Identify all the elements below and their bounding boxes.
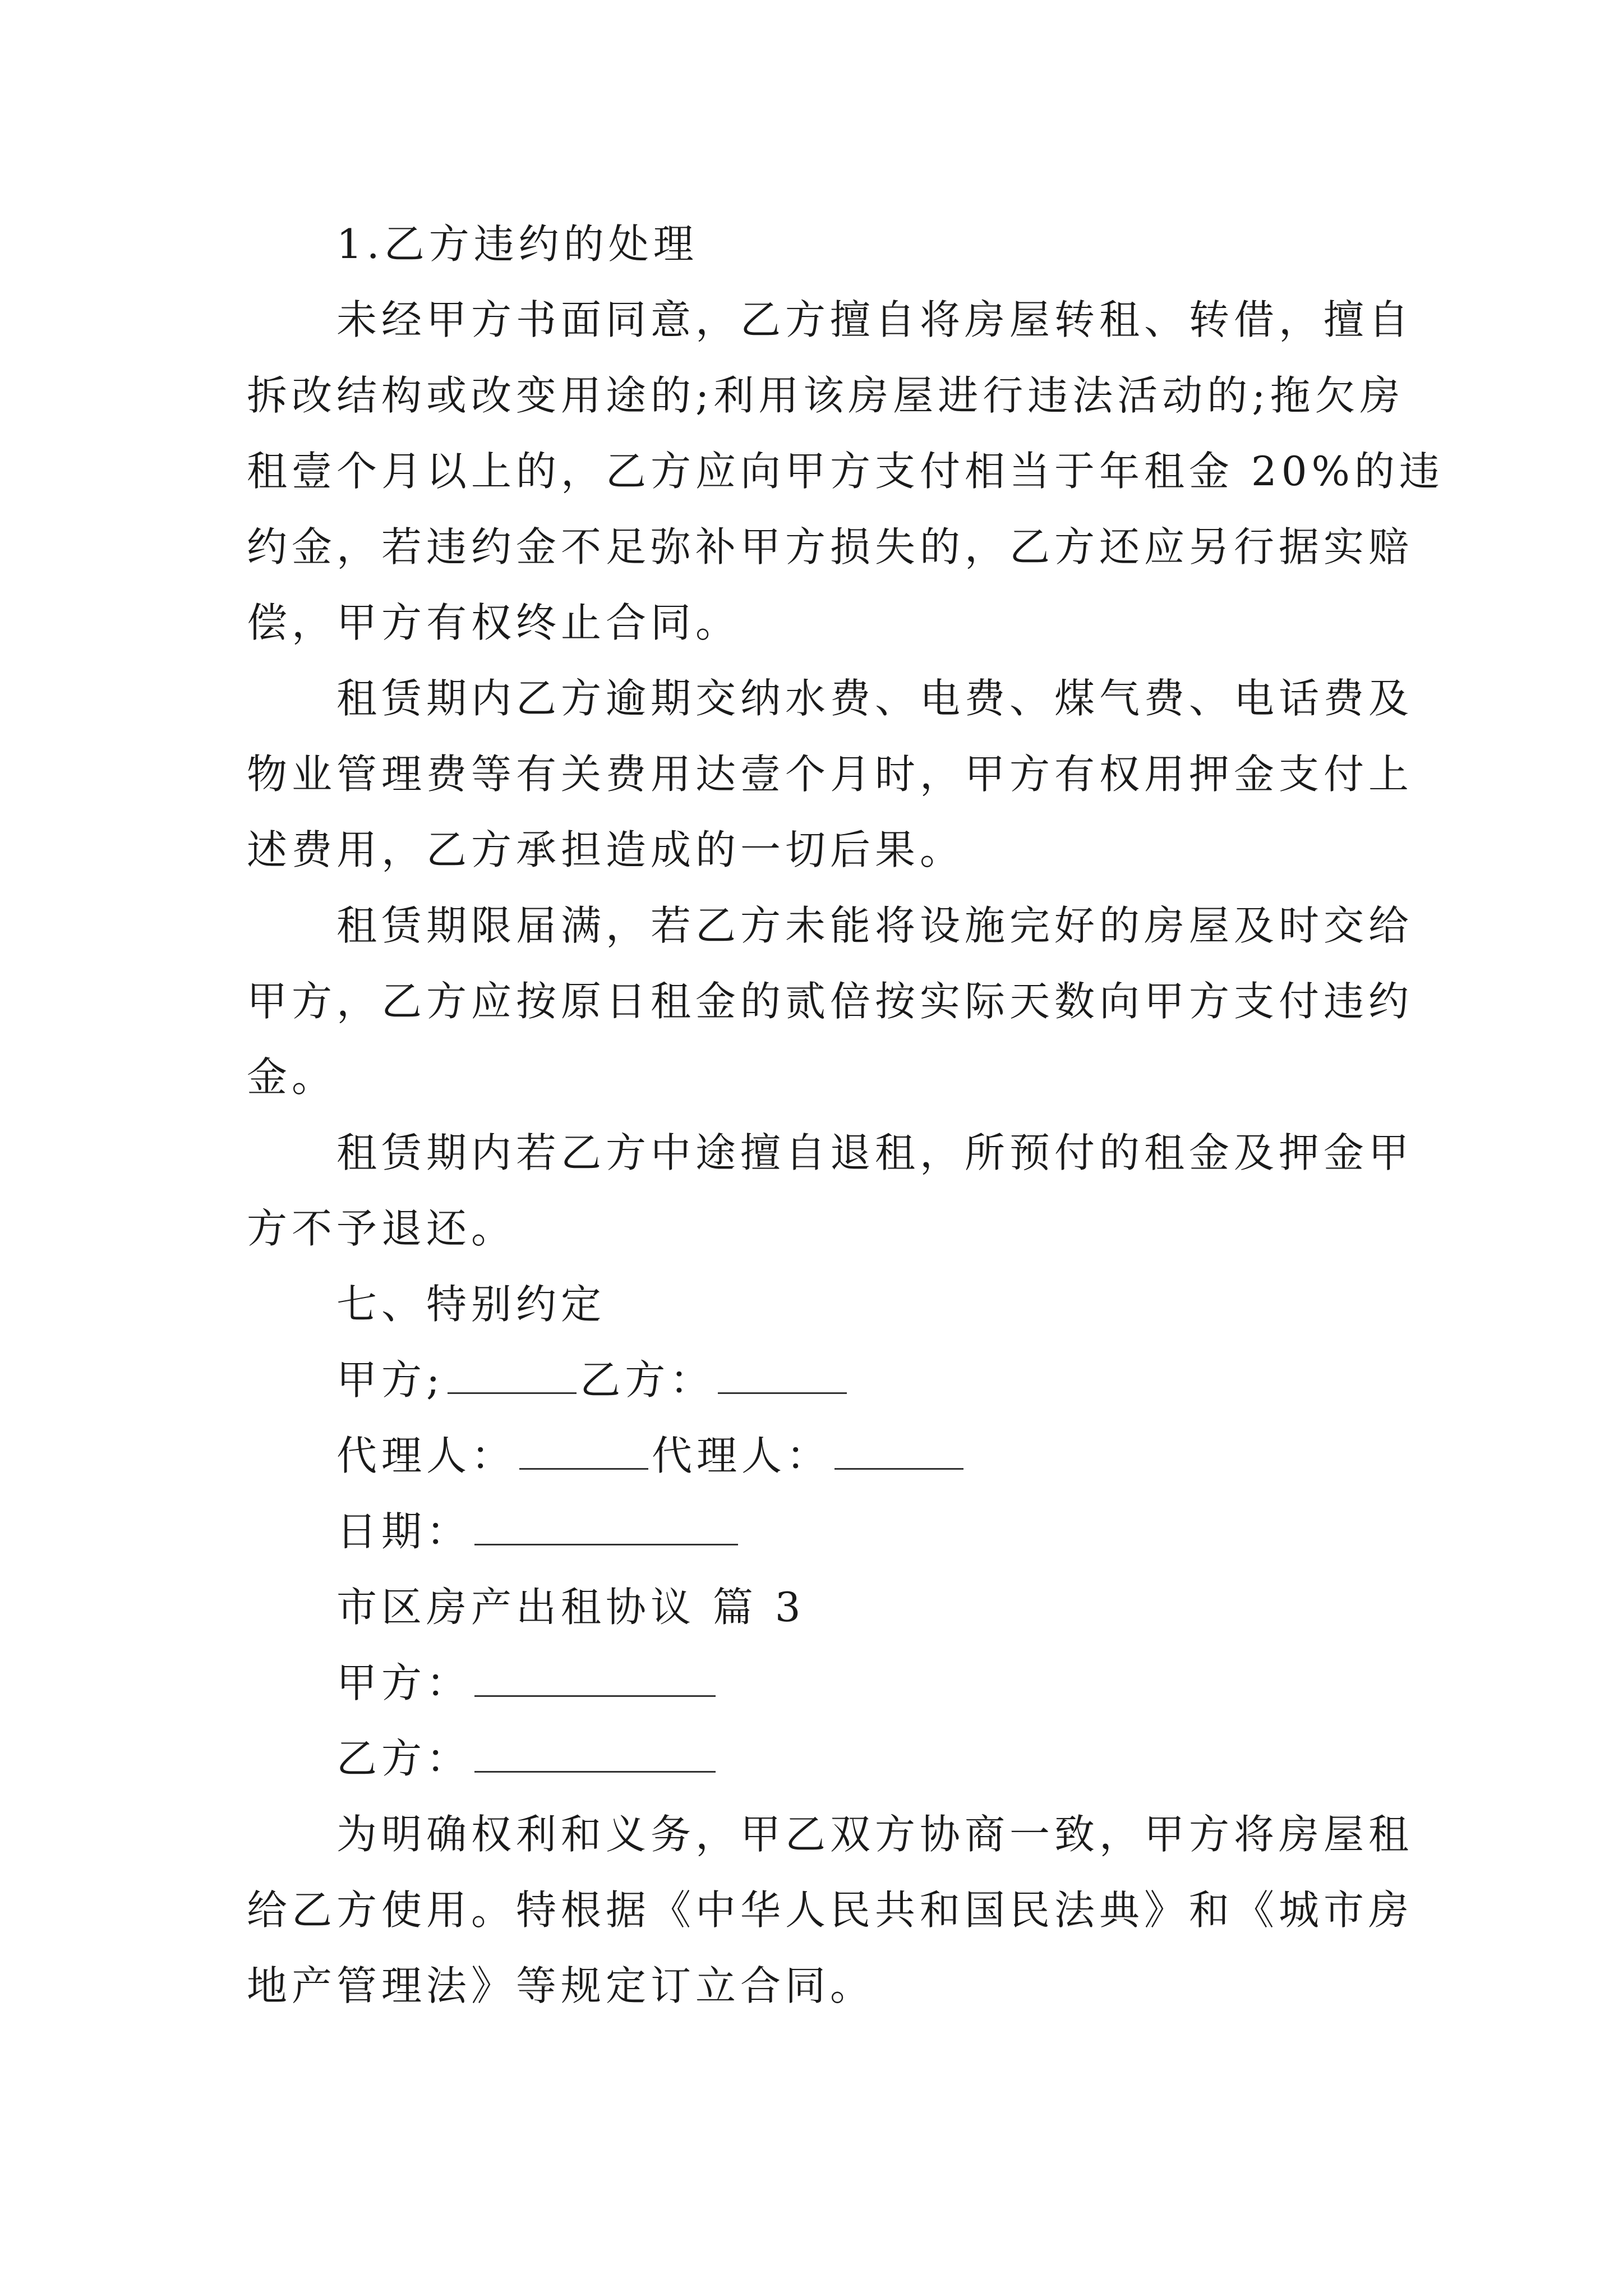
section-heading: 七、特别约定 bbox=[336, 1281, 606, 1328]
party-b-label: 乙方： bbox=[336, 1735, 472, 1782]
signature-row-parties bbox=[336, 1358, 1481, 1402]
agent-b-label: 代理人： bbox=[652, 1432, 832, 1479]
paragraph-line: 地产管理法》等规定订立合同。 bbox=[247, 1962, 875, 2009]
party-a-row bbox=[336, 1660, 1481, 1705]
paragraph-line: 金。 bbox=[247, 1053, 337, 1101]
party-a-blank[interactable] bbox=[474, 1662, 716, 1697]
paragraph-line: 拆改结构或改变用途的;利用该房屋进行违法活动的;拖欠房 bbox=[247, 372, 1405, 419]
date-blank[interactable] bbox=[474, 1510, 738, 1545]
paragraph-line: 述费用，乙方承担造成的一切后果。 bbox=[247, 826, 965, 873]
section-title: 市区房产出租协议 篇 3 bbox=[336, 1584, 805, 1631]
agent-b-blank[interactable] bbox=[834, 1434, 963, 1470]
party-a-label: 甲方; bbox=[336, 1356, 445, 1404]
signature-row-date bbox=[336, 1509, 1481, 1554]
paragraph-line: 甲方，乙方应按原日租金的贰倍按实际天数向甲方支付违约 bbox=[247, 978, 1414, 1025]
paragraph-line: 租壹个月以上的，乙方应向甲方支付相当于年租金 20%的违 bbox=[247, 448, 1444, 495]
agent-a-label: 代理人： bbox=[336, 1432, 517, 1479]
party-b-row bbox=[336, 1736, 1481, 1781]
agent-a-blank[interactable] bbox=[519, 1434, 648, 1470]
party-a-label: 甲方： bbox=[336, 1659, 472, 1706]
paragraph-line: 租赁期内若乙方中途擅自退租，所预付的租金及押金甲 bbox=[336, 1129, 1414, 1176]
party-b-blank[interactable] bbox=[718, 1359, 847, 1394]
paragraph-line: 租赁期内乙方逾期交纳水费、电费、煤气费、电话费及 bbox=[336, 675, 1414, 722]
date-label: 日期： bbox=[336, 1508, 472, 1555]
party-b-label: 乙方： bbox=[580, 1356, 715, 1404]
paragraph-line: 未经甲方书面同意，乙方擅自将房屋转租、转借，擅自 bbox=[336, 296, 1414, 343]
paragraph-line: 物业管理费等有关费用达壹个月时，甲方有权用押金支付上 bbox=[247, 751, 1414, 798]
party-b-blank[interactable] bbox=[474, 1737, 716, 1773]
paragraph-line: 为明确权利和义务，甲乙双方协商一致，甲方将房屋租 bbox=[336, 1811, 1414, 1858]
paragraph-line: 方不予退还。 bbox=[247, 1205, 517, 1252]
paragraph-line: 约金，若违约金不足弥补甲方损失的，乙方还应另行据实赔 bbox=[247, 523, 1414, 570]
paragraph-line: 给乙方使用。特根据《中华人民共和国民法典》和《城市房 bbox=[247, 1887, 1414, 1934]
paragraph-line: 租赁期限届满，若乙方未能将设施完好的房屋及时交给 bbox=[336, 902, 1414, 949]
signature-row-agents bbox=[336, 1433, 1481, 1478]
paragraph-line: 偿，甲方有权终止合同。 bbox=[247, 599, 741, 646]
section-heading: 1.乙方违约的处理 bbox=[336, 220, 698, 268]
party-a-blank[interactable] bbox=[448, 1359, 577, 1394]
